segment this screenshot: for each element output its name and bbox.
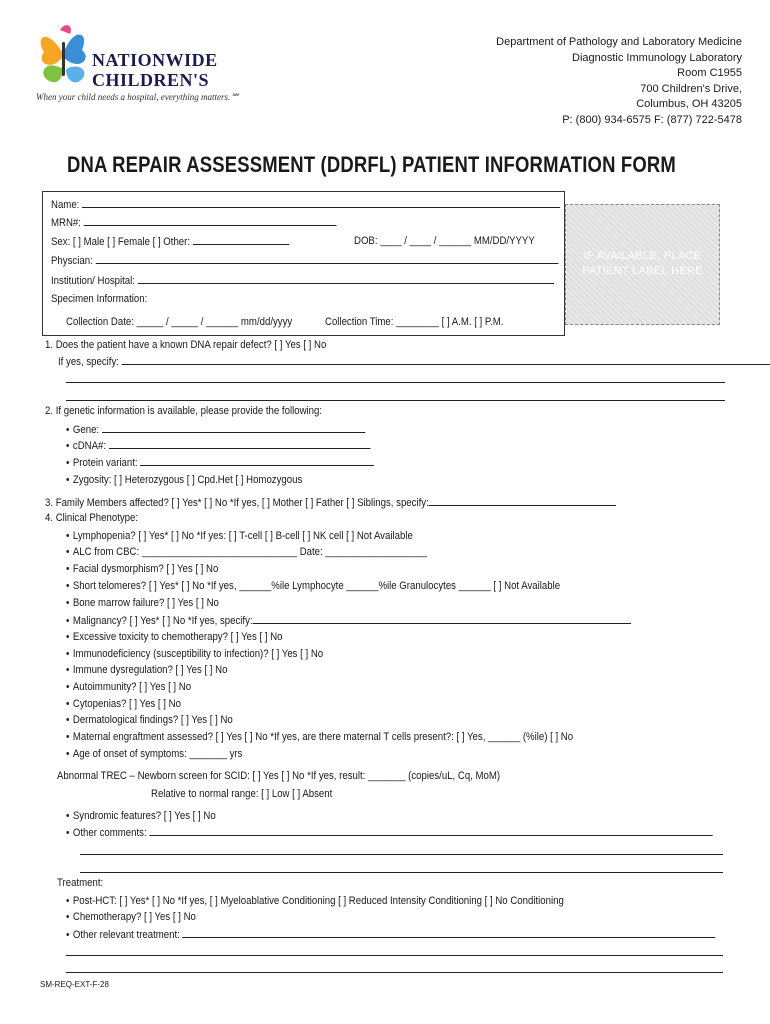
department-address	[496, 35, 742, 129]
room: Room C1955	[677, 67, 742, 80]
post-hct[interactable]: • Post-HCT: [ ] Yes* [ ] No *If yes, [ ] Myeloablative Conditioning [ ] Reduced Intensity Conditioning [ ] No Conditioning	[66, 895, 564, 907]
chemotherapy[interactable]: • Chemotherapy? [ ] Yes [ ] No	[66, 911, 196, 923]
dob-field[interactable]: DOB: ____ / ____ / ______ MM/DD/YYYY	[354, 235, 535, 247]
comments-line-2[interactable]	[80, 854, 723, 855]
q2-question: 2. If genetic information is available, please provide the following:	[45, 405, 323, 417]
collection-time-field[interactable]: Collection Time: ________ [ ] A.M. [ ] P.M.	[325, 316, 504, 328]
other-treatment[interactable]: • Other relevant treatment:	[66, 927, 716, 942]
q2-zygosity[interactable]: • Zygosity: [ ] Heterozygous [ ] Cpd.Het [ ] Homozygous	[66, 474, 303, 486]
phenotype-item[interactable]: • Maternal engraftment assessed? [ ] Yes [ ] No *If yes, are there maternal T cells present?: [ ] Yes, ______ (%ile) [ ] No	[66, 731, 574, 743]
phenotype-item[interactable]: • Lymphopenia? [ ] Yes* [ ] No *If yes: [ ] T-cell [ ] B-cell [ ] NK cell [ ] Not Available	[66, 530, 413, 542]
institution-field[interactable]: Institution/ Hospital:	[51, 273, 554, 288]
q2-protein[interactable]: • Protein variant:	[66, 455, 374, 470]
phenotype-item[interactable]: • Excessive toxicity to chemotherapy? [ ] Yes [ ] No	[66, 631, 283, 643]
city: Columbus, OH 43205	[636, 98, 742, 111]
trec-result[interactable]: Abnormal TREC – Newborn screen for SCID: [ ] Yes [ ] No *If yes, result: _______ (copies/uL, Cq, MoM)	[57, 770, 501, 782]
specimen-label: Specimen Information:	[51, 293, 148, 305]
treatment-line-2[interactable]	[66, 955, 723, 956]
logo-wordmark-line1: NATIONWIDE	[92, 50, 218, 70]
phenotype-item[interactable]: • Immune dysregulation? [ ] Yes [ ] No	[66, 664, 228, 676]
logo-wordmark-line2: CHILDREN'S	[92, 70, 210, 90]
phenotype-item[interactable]: • ALC from CBC: _____________________________ Date: ___________________	[66, 546, 428, 558]
sex-field[interactable]: Sex: [ ] Male [ ] Female [ ] Other:	[51, 234, 289, 249]
phenotype-item[interactable]: • Facial dysmorphism? [ ] Yes [ ] No	[66, 563, 219, 575]
phenotype-item[interactable]: • Age of onset of symptoms: _______ yrs	[66, 748, 243, 760]
phone-fax: P: (800) 934-6575 F: (877) 722-5478	[562, 113, 742, 126]
phenotype-item[interactable]: • Short telomeres? [ ] Yes* [ ] No *If yes, ______%ile Lymphocyte ______%ile Granulocytes ______ [ ] Not Available	[66, 580, 561, 592]
street: 700 Children's Drive,	[640, 82, 742, 95]
treatment-line-3[interactable]	[66, 972, 723, 973]
logo	[34, 22, 254, 108]
q2-gene[interactable]: • Gene:	[66, 422, 365, 437]
q4-header: 4. Clinical Phenotype:	[45, 512, 139, 524]
q2-cdna[interactable]: • cDNA#:	[66, 438, 370, 453]
comments-line-3[interactable]	[80, 872, 723, 873]
patient-label-text: IF AVAILABLE, PLACE PATIENT LABEL HERE	[582, 250, 703, 277]
phenotype-item[interactable]: • Malignancy? [ ] Yes* [ ] No *If yes, specify:	[66, 613, 631, 628]
patient-label-area	[565, 204, 720, 325]
phenotype-item[interactable]: • Immunodeficiency (susceptibility to infection)? [ ] Yes [ ] No	[66, 648, 324, 660]
other-comments[interactable]: • Other comments:	[66, 825, 713, 840]
lab-name: Diagnostic Immunology Laboratory	[572, 51, 742, 64]
logo-tagline: When your child needs a hospital, everything matters.℠	[36, 92, 240, 102]
physician-field[interactable]: Physcian:	[51, 253, 558, 268]
phenotype-item[interactable]: • Bone marrow failure? [ ] Yes [ ] No	[66, 597, 219, 609]
trec-range[interactable]: Relative to normal range: [ ] Low [ ] Absent	[151, 788, 333, 800]
form-code: SM-REQ-EXT-F-28	[40, 980, 109, 989]
butterfly-icon	[34, 22, 94, 86]
collection-date-field[interactable]: Collection Date: _____ / _____ / ______ mm/dd/yyyy	[66, 316, 293, 328]
phenotype-item[interactable]: • Cytopenias? [ ] Yes [ ] No	[66, 698, 181, 710]
form-title: DNA REPAIR ASSESSMENT (DDRFL) PATIENT INFORMATION FORM	[67, 152, 676, 177]
q1-question[interactable]: 1. Does the patient have a known DNA repair defect? [ ] Yes [ ] No	[45, 339, 327, 351]
treatment-header: Treatment:	[57, 877, 104, 889]
q3-family[interactable]: 3. Family Members affected? [ ] Yes* [ ] No *If yes, [ ] Mother [ ] Father [ ] Siblings, specify:	[45, 495, 616, 510]
phenotype-item[interactable]: • Dermatological findings? [ ] Yes [ ] No	[66, 714, 233, 726]
name-field[interactable]: Name:	[51, 197, 560, 212]
mrn-field[interactable]: MRN#:	[51, 215, 336, 230]
dept-name: Department of Pathology and Laboratory Medicine	[496, 36, 742, 48]
phenotype-item[interactable]: • Autoimmunity? [ ] Yes [ ] No	[66, 681, 192, 693]
q1-specify[interactable]: If yes, specify:	[58, 354, 770, 369]
q1-line-2[interactable]	[66, 382, 725, 383]
syndromic-features[interactable]: • Syndromic features? [ ] Yes [ ] No	[66, 810, 216, 822]
q1-line-3[interactable]	[66, 400, 725, 401]
